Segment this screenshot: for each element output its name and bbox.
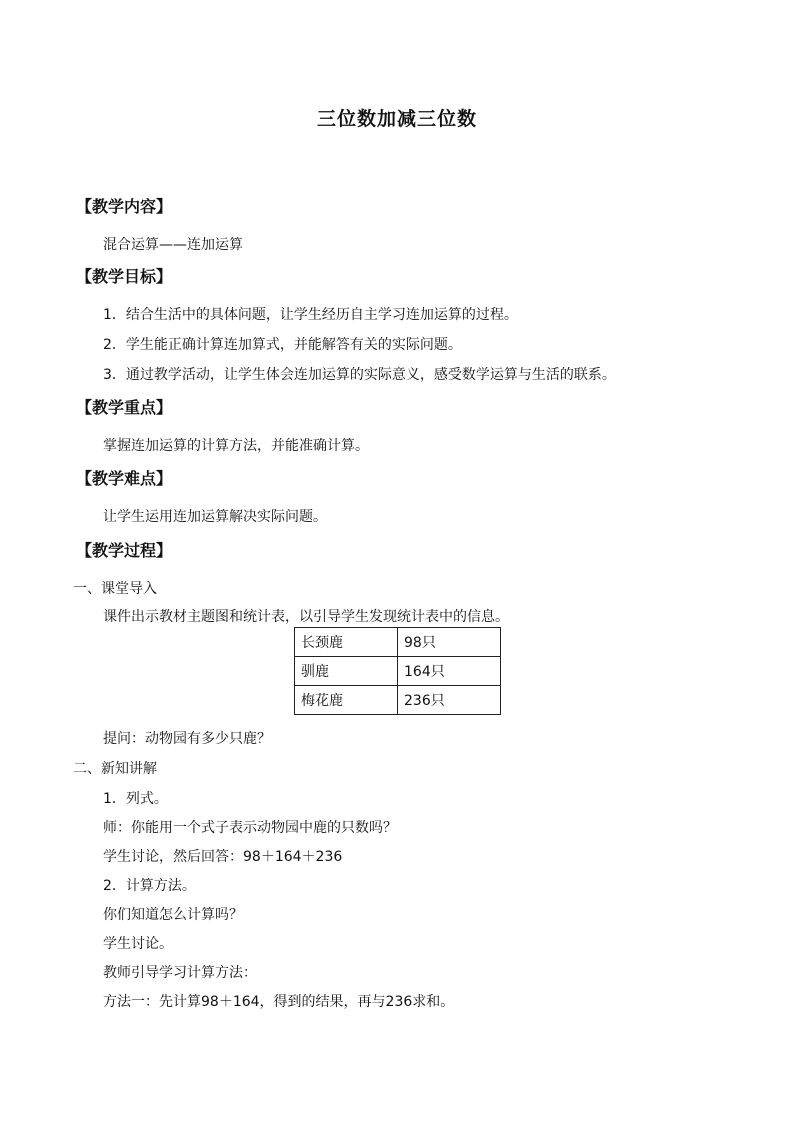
part1-title: 一、课堂导入 xyxy=(73,581,157,597)
heading-teaching-goals: 【教学目标】 xyxy=(76,267,173,286)
difficulty-text: 让学生运用连加运算解决实际问题。 xyxy=(103,509,327,525)
part2-line: 2．计算方法。 xyxy=(103,878,196,894)
part2-line: 学生讨论，然后回答：98＋164＋236 xyxy=(103,849,343,865)
part2-line: 学生讨论。 xyxy=(103,936,173,952)
part2-line: 教师引导学习计算方法： xyxy=(103,965,257,981)
table-cell-animal: 梅花鹿 xyxy=(295,686,398,715)
part2-line: 方法一：先计算98＋164，得到的结果，再与236求和。 xyxy=(103,994,455,1010)
teaching-content-text: 混合运算——连加运算 xyxy=(103,237,243,253)
goal-item-1: 1．结合生活中的具体问题，让学生经历自主学习连加运算的过程。 xyxy=(103,307,518,323)
table-cell-animal: 驯鹿 xyxy=(295,657,398,686)
table-cell-count: 236只 xyxy=(398,686,501,715)
key-point-text: 掌握连加运算的计算方法，并能准确计算。 xyxy=(103,438,369,454)
part1-question: 提问：动物园有多少只鹿？ xyxy=(103,731,271,747)
deer-statistics-table xyxy=(294,627,501,715)
table-row xyxy=(295,657,501,686)
part1-intro: 课件出示教材主题图和统计表，以引导学生发现统计表中的信息。 xyxy=(103,609,509,625)
part2-line: 师：你能用一个式子表示动物园中鹿的只数吗？ xyxy=(103,820,397,836)
goal-item-2: 2．学生能正确计算连加算式，并能解答有关的实际问题。 xyxy=(103,337,462,353)
heading-difficulty: 【教学难点】 xyxy=(76,469,173,488)
part2-line: 1．列式。 xyxy=(103,791,168,807)
heading-teaching-content: 【教学内容】 xyxy=(76,197,173,216)
heading-teaching-process: 【教学过程】 xyxy=(76,541,173,560)
part2-line: 你们知道怎么计算吗？ xyxy=(103,907,243,923)
table-cell-count: 98只 xyxy=(398,628,501,657)
table-row xyxy=(295,628,501,657)
heading-key-point: 【教学重点】 xyxy=(76,398,173,417)
document-title: 三位数加减三位数 xyxy=(316,108,477,130)
part2-title: 二、新知讲解 xyxy=(73,761,157,777)
table-row xyxy=(295,686,501,715)
table-cell-animal: 长颈鹿 xyxy=(295,628,398,657)
goal-item-3: 3．通过教学活动，让学生体会连加运算的实际意义，感受数学运算与生活的联系。 xyxy=(103,367,616,383)
table-cell-count: 164只 xyxy=(398,657,501,686)
